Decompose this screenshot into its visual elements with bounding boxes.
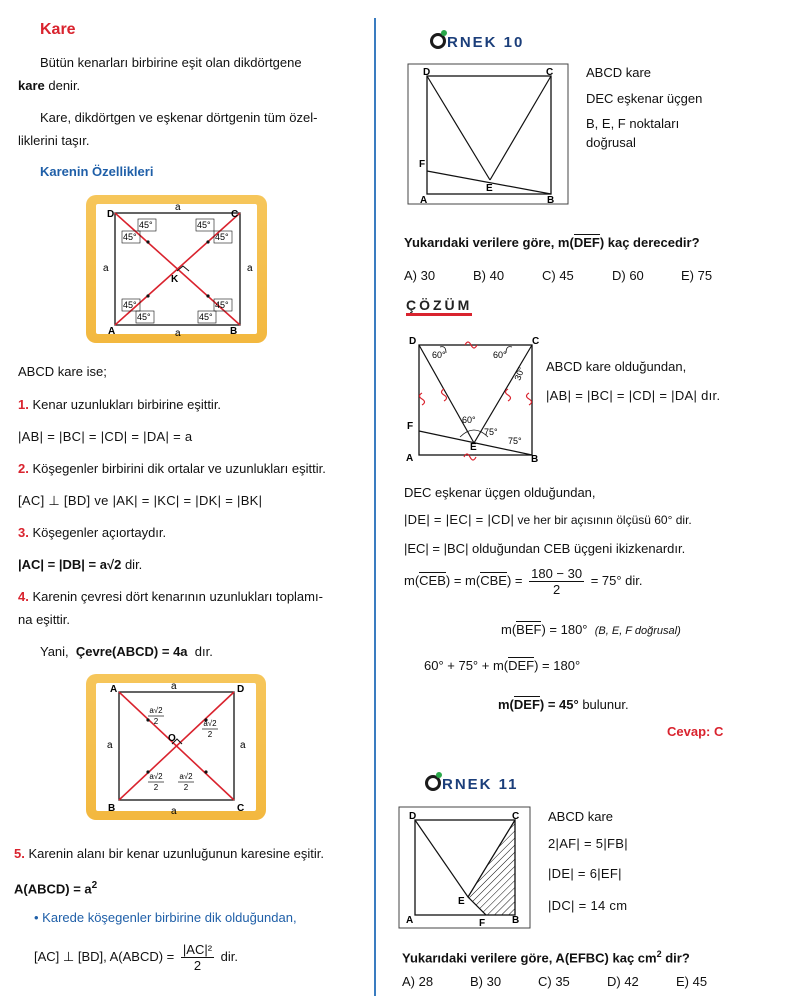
angle-label: 45° xyxy=(139,220,153,230)
vertex-label-d: D xyxy=(423,67,431,78)
vertex-label-a: A xyxy=(108,326,116,337)
half-diagonal-num: a√2 xyxy=(203,719,217,728)
solution-result xyxy=(498,697,629,713)
vertex-label-d: D xyxy=(237,684,245,695)
eq-part: m( xyxy=(501,622,517,637)
vertex-label-a: A xyxy=(110,684,118,695)
item-number: 5. xyxy=(14,846,25,861)
example-10-figure xyxy=(407,63,570,207)
solution-step: DEC eşkenar üçgen olduğundan, xyxy=(404,485,596,500)
given-line: |DE| = 6|EF| xyxy=(548,866,622,881)
point-label-f: F xyxy=(479,918,486,929)
eq-part: ) = 180° xyxy=(541,622,588,637)
solution-step xyxy=(404,512,692,528)
solution-step: |EC| = |BC| olduğundan CEB üçgeni ikizkenardır. xyxy=(404,541,686,556)
angle-label: 30° xyxy=(512,365,527,382)
area-lhs: [AC] ⊥ [BD], A(ABCD) = xyxy=(34,949,178,964)
side-label-right: a xyxy=(240,740,246,751)
side-label-right: a xyxy=(247,263,253,274)
given-line: 2|AF| = 5|FB| xyxy=(548,836,628,851)
eq-part: ) = m( xyxy=(445,573,481,588)
point-label-e: E xyxy=(458,896,465,907)
angle-label: 45° xyxy=(215,300,229,310)
given-line: doğrusal xyxy=(586,135,636,150)
option[interactable]: D) 42 xyxy=(607,974,639,989)
point-label-e: E xyxy=(470,442,477,453)
angle-arc-text: DEF xyxy=(513,697,540,712)
angle-label: 60° xyxy=(432,350,446,360)
vertex-label-b: B xyxy=(108,803,116,814)
side-label-bottom: a xyxy=(171,806,177,817)
half-diagonal-den: 2 xyxy=(153,717,159,726)
vertex-label-c: C xyxy=(237,803,245,814)
side-label-left: a xyxy=(103,263,109,274)
angle-arc-text: CEB xyxy=(419,573,446,588)
ornek-o-icon xyxy=(425,775,441,791)
example-10-label: RNEK 10 xyxy=(447,34,525,51)
option[interactable]: A) 28 xyxy=(402,974,434,989)
angle-label: 45° xyxy=(123,232,137,242)
half-diagonal-den: 2 xyxy=(207,730,213,739)
property-1 xyxy=(18,397,221,413)
vertex-label-c: C xyxy=(512,811,520,822)
vertex-label-c: C xyxy=(546,67,554,78)
item-text: Köşegenler açıortaydır. xyxy=(28,525,167,540)
vertex-label-d: D xyxy=(409,811,417,822)
bullet-text xyxy=(34,910,297,926)
option[interactable]: E) 45 xyxy=(676,974,708,989)
angle-label: 75° xyxy=(508,436,522,446)
perimeter-line xyxy=(40,644,213,660)
answer-label: Cevap: C xyxy=(667,724,724,739)
item-number: 2. xyxy=(18,461,29,476)
item-text: Kenar uzunlukları birbirine eşittir. xyxy=(28,397,222,412)
sqrt-term: √2 xyxy=(106,557,122,572)
eq-part: ) = xyxy=(506,573,527,588)
solution-step: |AB| = |BC| = |CD| = |DA| dır. xyxy=(546,388,721,403)
question-part: Yukarıdaki verilere göre, m( xyxy=(404,235,574,250)
angle-arc-text: BEF xyxy=(516,622,542,637)
equality: |DE| = |EC| = |CD| xyxy=(404,512,515,527)
given-line: ABCD kare xyxy=(548,809,614,824)
half-diagonal-den: 2 xyxy=(183,783,189,792)
solution-heading xyxy=(406,297,472,316)
fraction-den: 2 xyxy=(193,958,202,974)
angle-label: 45° xyxy=(215,232,229,242)
eq-part: 60° + 75° + m( xyxy=(424,658,509,673)
item-number: 3. xyxy=(18,525,29,540)
vertex-label-d: D xyxy=(107,209,115,220)
square-diagonals-figure xyxy=(86,195,267,343)
given-line: B, E, F noktaları xyxy=(586,116,680,131)
vertex-label-c: C xyxy=(532,336,540,347)
collinear-note: (B, E, F doğrusal) xyxy=(594,625,681,637)
equation: [AC] ⊥ [BD] ve |AK| = |KC| = |DK| = |BK| xyxy=(18,493,263,508)
vertex-label-d: D xyxy=(409,336,417,347)
half-diagonal-num: a√2 xyxy=(179,772,193,781)
example-11-heading xyxy=(425,773,519,793)
eq-part: m( xyxy=(404,573,420,588)
vertex-label-a: A xyxy=(420,195,428,206)
fraction-num: |AC|² xyxy=(182,942,213,958)
given-line: DEC eşkenar üçgen xyxy=(586,91,703,106)
angle-label: 75° xyxy=(484,427,498,437)
angle-label: 60° xyxy=(493,350,507,360)
section-heading: Kare xyxy=(40,21,76,38)
point-label-f: F xyxy=(419,159,426,170)
solution-label: ÇÖZÜM xyxy=(406,297,472,316)
option[interactable]: D) 60 xyxy=(612,268,644,283)
property-2 xyxy=(18,461,326,477)
solution-step: ABCD kare olduğundan, xyxy=(546,359,687,374)
option[interactable]: A) 30 xyxy=(404,268,436,283)
vertex-label-a: A xyxy=(406,915,414,926)
area-lhs: A(ABCD) = a xyxy=(14,881,92,897)
vertex-label-a: A xyxy=(406,453,414,463)
definition-end: denir. xyxy=(44,78,81,93)
example-10-heading xyxy=(430,31,524,51)
property-4 xyxy=(18,589,323,605)
eq-part: ) = 180° xyxy=(534,658,581,673)
equation xyxy=(18,557,142,573)
property-line: liklerini taşır. xyxy=(18,133,90,148)
option[interactable]: B) 30 xyxy=(470,974,502,989)
area-suffix: dir. xyxy=(220,949,239,964)
question-part: dir? xyxy=(661,950,690,966)
angle-arc-text: CBE xyxy=(480,573,507,588)
question-part: Yukarıdaki verilere göre, A(EFBC) kaç cm xyxy=(402,950,657,966)
subheading: Karenin Özellikleri xyxy=(40,164,154,179)
property-5 xyxy=(14,846,324,862)
vertex-label-b: B xyxy=(512,915,520,926)
angle-label: 60° xyxy=(462,415,476,425)
vertex-label-b: B xyxy=(230,326,238,337)
angle-label: 45° xyxy=(123,300,137,310)
angle-arc-text: DEF xyxy=(508,658,535,673)
perimeter-lead: Yani, xyxy=(40,644,69,659)
question-part: ) kaç derecedir? xyxy=(599,235,700,250)
eq-part: m( xyxy=(498,697,514,712)
item-text: Karenin alanı bir kenar uzunluğunun karesine eşitir. xyxy=(24,846,325,861)
side-label-bottom: a xyxy=(175,328,181,339)
eq-part: ) = 45° xyxy=(539,697,579,712)
option[interactable]: C) 35 xyxy=(538,974,570,989)
side-label-top: a xyxy=(171,681,177,692)
item-number: 4. xyxy=(18,589,29,604)
property-line: Kare, dikdörtgen ve eşkenar dörtgenin tüm özel- xyxy=(40,110,318,125)
fraction-den: 2 xyxy=(552,582,561,598)
equality-note: ve her bir açısının ölçüsü 60° dir. xyxy=(514,513,692,527)
square-center-figure xyxy=(86,674,266,820)
unit-exponent: 2 xyxy=(656,949,662,959)
column-divider xyxy=(374,18,376,996)
eq-part: bulunur. xyxy=(578,697,629,712)
example-11-figure xyxy=(398,806,531,929)
area-diagonal-formula xyxy=(34,940,238,974)
definition-line: Bütün kenarları birbirine eşit olan dikdörtgene xyxy=(40,55,302,70)
option[interactable]: B) 40 xyxy=(473,268,505,283)
angle-label: 45° xyxy=(199,312,213,322)
given-line: |DC| = 14 cm xyxy=(548,898,628,913)
point-label-f: F xyxy=(407,421,414,432)
eq-part: |AC| = |DB| = a xyxy=(18,557,107,572)
perimeter-suffix: dır. xyxy=(194,644,213,659)
item-number: 1. xyxy=(18,397,29,412)
eq-suffix: dir. xyxy=(121,557,143,572)
side-label-left: a xyxy=(107,740,113,751)
center-label-k: K xyxy=(171,274,179,285)
solution-figure xyxy=(402,333,542,463)
property-3 xyxy=(18,525,166,541)
vertex-label-c: C xyxy=(231,209,239,220)
area-exponent: 2 xyxy=(91,880,98,891)
half-diagonal-num: a√2 xyxy=(149,706,163,715)
equation: |AB| = |BC| = |CD| = |DA| = a xyxy=(18,429,193,444)
vertex-label-b: B xyxy=(547,195,555,206)
angle-label: 45° xyxy=(197,220,211,230)
half-diagonal-den: 2 xyxy=(153,783,159,792)
center-label-o: O xyxy=(168,733,176,744)
angle-arc-text: DEF xyxy=(573,235,600,250)
eq-part: = 75° dir. xyxy=(587,573,643,588)
solution-equation xyxy=(404,563,643,599)
term-bold: kare xyxy=(18,78,45,93)
intro-text: ABCD kare ise; xyxy=(18,364,107,379)
property-4-cont: na eşittir. xyxy=(18,612,71,627)
side-label-top: a xyxy=(175,202,181,213)
option[interactable]: C) 45 xyxy=(542,268,574,283)
definition-line xyxy=(18,78,80,94)
area-formula xyxy=(14,878,97,897)
perimeter-formula: Çevre(ABCD) = 4a xyxy=(75,644,188,659)
ornek-o-icon xyxy=(430,33,446,49)
point-label-e: E xyxy=(486,183,493,194)
fraction xyxy=(181,942,214,973)
option[interactable]: E) 75 xyxy=(681,268,713,283)
item-text: Köşegenler birbirini dik ortalar ve uzunlukları eşittir. xyxy=(28,461,326,476)
example-11-label: RNEK 11 xyxy=(442,776,519,793)
given-line: ABCD kare xyxy=(586,65,652,80)
angle-label: 45° xyxy=(137,312,151,322)
half-diagonal-num: a√2 xyxy=(149,772,163,781)
fraction-num: 180 − 30 xyxy=(531,566,583,582)
bullet-line: • Karede köşegenler birbirine dik olduğundan, xyxy=(34,910,297,925)
vertex-label-b: B xyxy=(531,454,539,463)
solution-equation xyxy=(424,658,580,674)
solution-equation xyxy=(501,622,681,639)
fraction xyxy=(529,566,584,597)
question-10 xyxy=(404,235,700,251)
item-text: Karenin çevresi dört kenarının uzunlukları toplamı- xyxy=(28,589,323,604)
question-11 xyxy=(402,946,690,966)
